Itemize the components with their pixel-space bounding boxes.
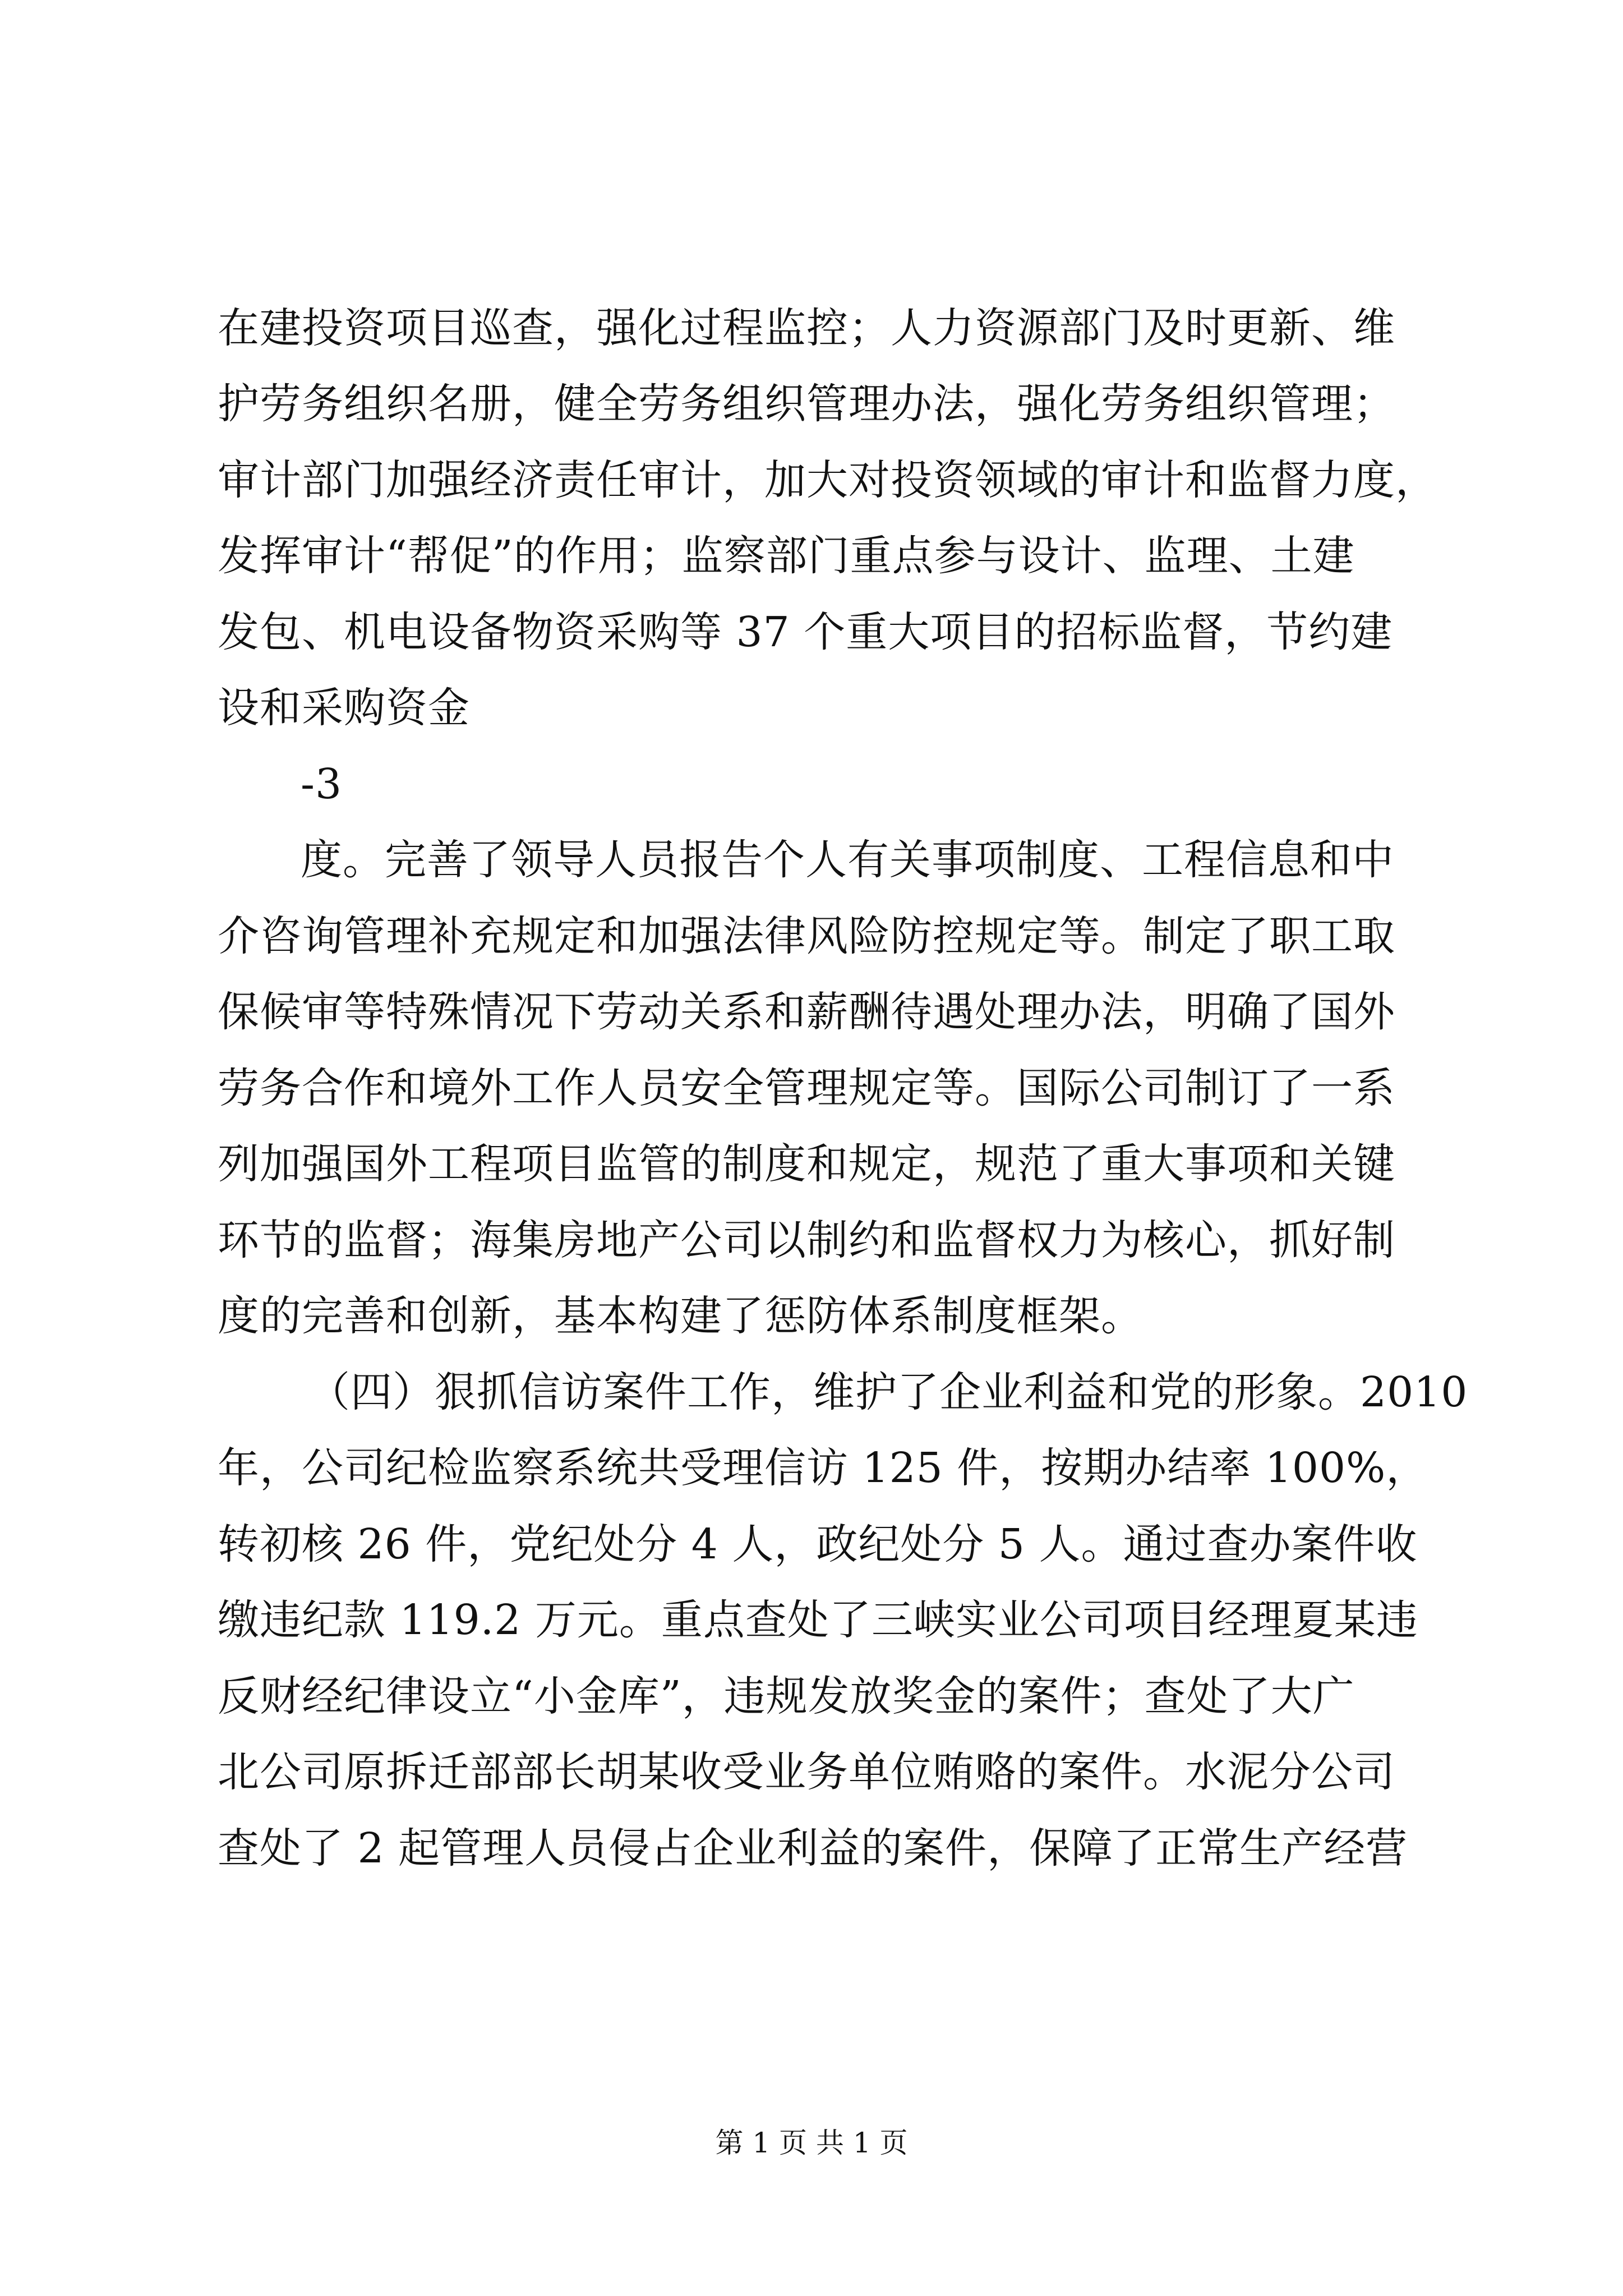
text-line: 发包、机电设备物资采购等 37 个重大项目的招标监督，节约建 <box>218 608 1393 656</box>
text-line: 度的完善和创新，基本构建了惩防体系制度框架。 <box>218 1292 1143 1340</box>
text-line: 护劳务组织名册，健全劳务组织管理办法，强化劳务组织管理； <box>218 380 1395 428</box>
text-line: 保候审等特殊情况下劳动关系和薪酬待遇处理办法，明确了国外 <box>218 988 1395 1036</box>
section-heading-line: （四）狠抓信访案件工作，维护了企业利益和党的形象。2010 <box>308 1368 1468 1416</box>
text-line: 查处了 2 起管理人员侵占企业利益的案件，保障了正常生产经营 <box>218 1824 1408 1872</box>
text-line: 反财经纪律设立“小金库”，违规发放奖金的案件；查处了大广 <box>218 1672 1355 1720</box>
text-line: 审计部门加强经济责任审计，加大对投资领域的审计和监督力度， <box>218 456 1437 504</box>
text-line: 年，公司纪检监察系统共受理信访 125 件，按期办结率 100%， <box>218 1444 1428 1492</box>
text-line: 劳务合作和境外工作人员安全管理规定等。国际公司制订了一系 <box>218 1064 1395 1112</box>
text-line: 发挥审计“帮促”的作用；监察部门重点参与设计、监理、土建 <box>218 532 1355 580</box>
paragraph-start: 度。完善了领导人员报告个人有关事项制度、工程信息和中 <box>301 836 1394 884</box>
text-line: 在建投资项目巡查，强化过程监控；人力资源部门及时更新、维 <box>218 304 1395 352</box>
text-line: 设和采购资金 <box>218 684 470 732</box>
text-line: 北公司原拆迁部部长胡某收受业务单位贿赂的案件。水泥分公司 <box>218 1748 1395 1796</box>
text-line: 介咨询管理补充规定和加强法律风险防控规定等。制定了职工取 <box>218 912 1395 960</box>
page-footer: 第 1 页 共 1 页 <box>715 2127 908 2159</box>
page-fragment-marker: -3 <box>301 760 343 808</box>
text-line: 缴违纪款 119.2 万元。重点查处了三峡实业公司项目经理夏某违 <box>218 1596 1418 1644</box>
text-line: 列加强国外工程项目监管的制度和规定，规范了重大事项和关键 <box>218 1140 1395 1188</box>
text-line: 转初核 26 件，党纪处分 4 人，政纪处分 5 人。通过查办案件收 <box>218 1520 1418 1568</box>
text-line: 环节的监督；海集房地产公司以制约和监督权力为核心，抓好制 <box>218 1216 1395 1264</box>
